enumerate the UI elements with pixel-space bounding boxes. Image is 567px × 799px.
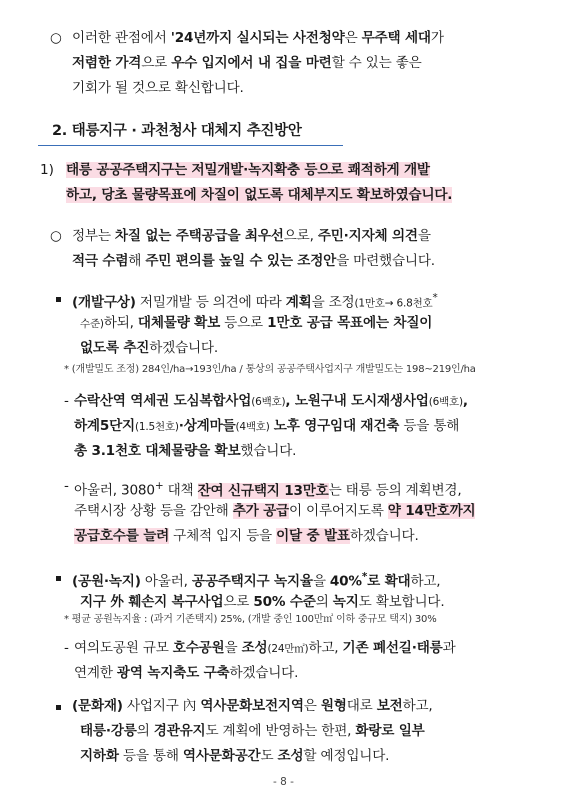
p1-line-3: 기회가 될 것으로 확신합니다. — [72, 80, 244, 96]
text: 는 태릉 등의 계획변경, — [328, 482, 462, 499]
text: 도 계획에 반영하는 한편, — [205, 723, 356, 739]
text: 으로 — [223, 594, 254, 610]
footnote: * (개발밀도 조정) 284인/ha→193인/ha / 통상의 공공주택사업지구 개발밀도는 198~219인/ha — [64, 364, 476, 375]
text-bold: 차질 없는 주택공급을 최우선 — [114, 228, 284, 244]
text-bold: 지구 外 훼손지 복구사업 — [80, 594, 224, 610]
text-bold: 수락산역 역세권 도심복합사업 — [74, 393, 252, 409]
text-bold: 조성 — [277, 748, 304, 764]
text: 도 — [260, 748, 278, 764]
circle-bullet: ○ — [50, 30, 62, 46]
number-marker: 1) — [40, 162, 54, 178]
text: 을 — [417, 228, 431, 244]
p8-line-1 — [74, 636, 456, 662]
text: 이러한 관점에서 — [72, 30, 171, 46]
text: 은 — [344, 30, 362, 46]
footnote: * 평균 공원녹지율 : (과거 기존택지) 25%, (개발 중인 100만㎡ 이하 중규모 택지) 30% — [64, 614, 437, 625]
highlighted-text: 약 14만호까지 — [387, 503, 476, 519]
highlighted-text: 추가 공급 — [232, 503, 289, 519]
text-bold: 녹지 — [332, 594, 359, 610]
text: 아울러, 3080 — [74, 482, 155, 499]
highlighted-text: 하고, 당초 물량목표에 차질이 없도록 대체부지도 확보하였습니다. — [66, 187, 453, 203]
text: 을 조정 — [311, 294, 355, 311]
section-heading: 2. 태릉지구 · 과천청사 대체지 추진방안 — [52, 123, 302, 139]
text: 대로 — [346, 698, 377, 714]
highlighted-text: 태릉 공공주택지구는 저밀개발·녹지확충 등으로 쾌적하게 개발 — [66, 162, 430, 178]
text: 하고, — [410, 573, 441, 590]
p3-line-2 — [72, 249, 435, 274]
highlighted-text: 공급호수를 늘려 — [74, 528, 170, 544]
text-bold: 주민·지자체 의견 — [317, 228, 418, 244]
text: 등으로 — [220, 315, 268, 331]
text-bold: 태릉·강릉 — [80, 723, 137, 739]
text-bold: 총 3.1천호 대체물량을 확보 — [74, 443, 241, 459]
p4-line-3 — [80, 336, 218, 361]
footnote-mark: * — [361, 571, 368, 583]
text: 가 — [430, 30, 444, 46]
text: 할 수 있는 좋은 — [331, 55, 422, 71]
text-bold: 경관유지 — [153, 723, 206, 739]
text-bold: 상계마들 — [183, 418, 236, 434]
p2-line-1 — [66, 158, 430, 183]
dash-bullet: - — [64, 640, 69, 656]
text: 등을 통해 — [118, 748, 183, 764]
text-bold: 40% — [329, 573, 362, 590]
p2-line-2 — [66, 183, 452, 208]
square-bullet-icon — [56, 705, 61, 710]
p9-line-3 — [80, 744, 389, 769]
text: 하고, — [402, 698, 433, 714]
dash-bullet: - — [64, 478, 69, 494]
text-bold: 로 확대 — [367, 573, 411, 590]
highlighted-text: 이달 중 발표 — [276, 528, 350, 544]
text-bold: 우수 입지에서 내 집을 마련 — [171, 55, 332, 71]
dash-bullet: - — [64, 393, 69, 409]
text-bold: '24년까지 실시되는 사전청약 — [170, 30, 345, 46]
p6-line-2 — [74, 499, 475, 524]
text: 구체적 입지 등을 — [169, 528, 277, 544]
text-bold: , — [285, 393, 295, 409]
p9-line-1 — [72, 694, 433, 719]
p9-line-2 — [80, 719, 425, 744]
text: 대책 — [163, 482, 198, 499]
text: 으로 — [141, 55, 172, 71]
text: 등을 통해 — [399, 418, 460, 434]
text: 주택시장 상황 등을 감안해 — [74, 503, 233, 519]
text-bold: 역사문화보전지역 — [200, 698, 304, 714]
text: 해 — [128, 253, 146, 269]
p3-line-1 — [72, 224, 431, 249]
text: 을 — [312, 573, 330, 590]
text: 의 — [136, 723, 154, 739]
p5-line-3 — [74, 439, 296, 464]
text-small: (24만㎡) — [267, 643, 309, 655]
text-bold: 지하화 — [80, 748, 119, 764]
text-bold: 호수공원 — [172, 640, 225, 656]
text-bold: 저렴한 가격 — [72, 55, 142, 71]
text-bold: 없도록 추진 — [80, 340, 150, 356]
text: 하고, — [308, 640, 343, 656]
text-bold: 조성 — [241, 640, 268, 656]
text: 을 마련했습니다. — [336, 253, 435, 269]
text-bold: 계획 — [285, 294, 312, 311]
text: 도 확보합니다. — [358, 594, 445, 610]
text: 은 — [303, 698, 321, 714]
text-small: (1만호→ 6.8천호 — [354, 297, 433, 310]
text: 아울러, — [140, 573, 192, 590]
superscript: + — [154, 480, 164, 492]
text-small: 수준) — [80, 318, 104, 330]
text-small: (6백호) — [251, 396, 286, 408]
text: 이 이루어지도록 — [289, 503, 388, 519]
text: 정부는 — [72, 228, 115, 244]
square-bullet-icon — [56, 576, 61, 581]
text-small: (1.5천호) — [135, 421, 179, 433]
text-bold: 노후 영구임대 재건축 — [273, 418, 400, 434]
footnote-mark: * — [432, 292, 438, 304]
page-number: - 8 - — [273, 776, 294, 788]
text-bold: 하계5단지 — [74, 418, 135, 434]
text-bold: 원형 — [320, 698, 347, 714]
text-bold: , — [462, 393, 468, 409]
text-bold: 대체물량 확보 — [137, 315, 221, 331]
text-bold: 1만호 공급 목표에는 차질이 — [267, 315, 433, 331]
text: 할 예정입니다. — [303, 748, 390, 764]
text-bold: 공공주택지구 녹지율 — [191, 573, 313, 590]
highlighted-text: 잔여 신규택지 13만호 — [197, 482, 329, 499]
text: 의 — [315, 594, 333, 610]
text-bold: 주민 편의를 높일 수 있는 조정안 — [145, 253, 337, 269]
p1-line-2 — [72, 51, 422, 76]
text: 하되, — [103, 315, 138, 331]
text-bold: 적극 수렴 — [72, 253, 129, 269]
text-bold: (문화재) — [72, 698, 123, 714]
text-bold: 보전 — [376, 698, 403, 714]
text-bold: 50% 수준 — [253, 594, 316, 610]
text-small: (6백호) — [428, 396, 463, 408]
text: 을 — [224, 640, 242, 656]
text-bold: (개발구상) — [72, 294, 136, 311]
text: 과 — [442, 640, 456, 656]
p1-line-1 — [72, 26, 444, 51]
p5-line-1 — [74, 389, 468, 415]
text-bold: · — [178, 418, 184, 434]
p4-line-2 — [80, 311, 432, 337]
text: 하겠습니다. — [149, 340, 218, 356]
square-bullet-icon — [56, 297, 61, 302]
text: 했습니다. — [240, 443, 297, 459]
text: 하겠습니다. — [349, 528, 419, 544]
text-bold: 기존 폐선길·태릉 — [342, 640, 443, 656]
text: 여의도공원 규모 — [74, 640, 173, 656]
text: 으로, — [283, 228, 318, 244]
p5-line-2 — [74, 414, 459, 440]
p8-line-2 — [74, 661, 298, 686]
p6-line-3 — [74, 524, 419, 549]
text-bold: 화랑로 일부 — [355, 723, 425, 739]
text: 저밀개발 등 의견에 따라 — [135, 294, 286, 311]
text-small: (4백호) — [235, 421, 270, 433]
text: 하겠습니다. — [229, 665, 299, 681]
text: 사업지구 內 — [122, 698, 201, 714]
text-bold: 역사문화공간 — [182, 748, 261, 764]
text: 연계한 — [74, 665, 117, 681]
circle-bullet: ○ — [50, 228, 62, 244]
text-bold: 노원구내 도시재생사업 — [294, 393, 429, 409]
text-bold: 광역 녹지축도 구축 — [116, 665, 230, 681]
text-bold: (공원·녹지) — [72, 573, 141, 590]
text-bold: 무주택 세대 — [361, 30, 431, 46]
